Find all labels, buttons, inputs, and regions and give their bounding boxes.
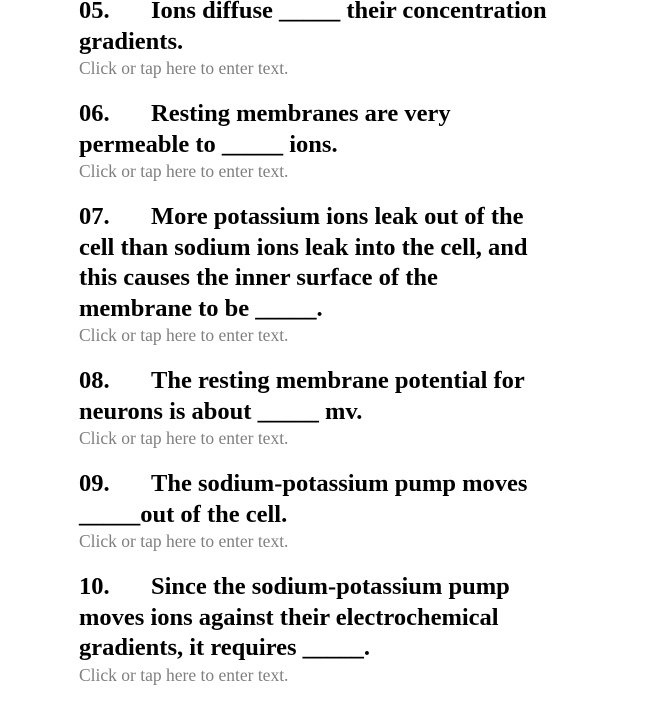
question-line: gradients, it requires _____. — [79, 634, 371, 661]
question-line: neurons is about _____ mv. — [79, 397, 363, 425]
answer-field[interactable]: Click or tap here to enter text. — [79, 531, 289, 551]
question-number: 07. — [79, 203, 110, 230]
question-number: 05. — [79, 0, 110, 24]
question-text — [79, 99, 639, 160]
question-line: gradients. — [79, 27, 184, 55]
question-text — [79, 202, 639, 324]
question-line: _____out of the cell. — [79, 500, 288, 528]
question-text — [79, 572, 639, 664]
question-line: The resting membrane potential for — [151, 367, 525, 394]
answer-field[interactable]: Click or tap here to enter text. — [79, 664, 289, 685]
question-number: 09. — [79, 470, 110, 497]
document-page — [79, 0, 639, 706]
question-number: 10. — [79, 573, 110, 600]
answer-field[interactable]: Click or tap here to enter text. — [79, 58, 289, 78]
question-line: permeable to _____ ions. — [79, 130, 338, 158]
question-09 — [79, 469, 639, 552]
question-line: membrane to be _____. — [79, 294, 323, 322]
question-06 — [79, 99, 639, 182]
question-08 — [79, 366, 639, 449]
question-number: 06. — [79, 100, 110, 127]
question-05 — [79, 0, 639, 79]
question-line: Resting membranes are very — [151, 100, 451, 127]
question-text — [79, 469, 639, 530]
question-line: Ions diffuse _____ their concentration — [151, 0, 547, 24]
question-07 — [79, 202, 639, 346]
question-text — [79, 366, 639, 427]
question-line: The sodium-potassium pump moves — [151, 470, 528, 497]
answer-field[interactable]: Click or tap here to enter text. — [79, 161, 289, 181]
question-line: Since the sodium-potassium pump — [151, 573, 510, 600]
question-text — [79, 0, 639, 57]
question-line: More potassium ions leak out of the — [151, 203, 524, 230]
question-10 — [79, 572, 639, 686]
question-number: 08. — [79, 367, 110, 394]
question-line: moves ions against their electrochemical — [79, 603, 499, 631]
answer-field[interactable]: Click or tap here to enter text. — [79, 325, 289, 345]
question-line: this causes the inner surface of the — [79, 264, 438, 291]
question-line: cell than sodium ions leak into the cell, and — [79, 233, 528, 261]
answer-field[interactable]: Click or tap here to enter text. — [79, 428, 289, 448]
